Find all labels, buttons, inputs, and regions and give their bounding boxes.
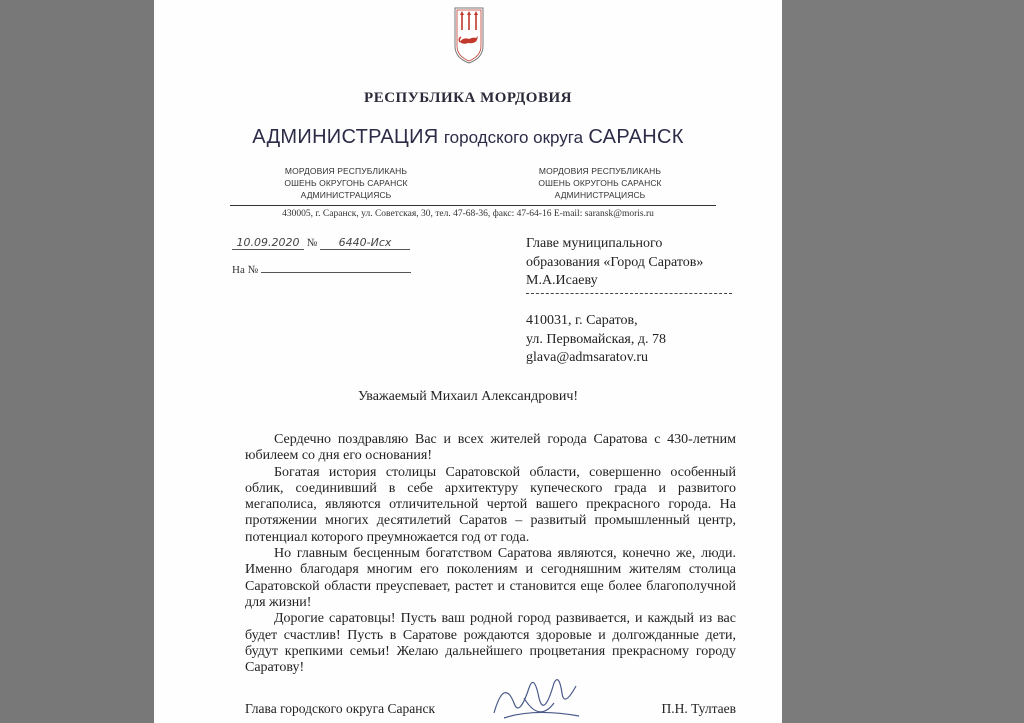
document-page	[154, 0, 782, 723]
administration-title	[154, 126, 782, 149]
reply-blank	[261, 262, 411, 273]
paragraph: Но главным бесценным богатством Саратова являются, конечно же, люди. Именно благодаря многим его поколениям и сегодняшним жителям столица Саратовской области преуспевает, растет и становится еще более благополучной для жизни!	[245, 546, 736, 610]
recipient-divider	[526, 293, 732, 294]
republic-heading: РЕСПУБЛИКА МОРДОВИЯ	[364, 90, 572, 106]
recipient-address	[526, 312, 666, 368]
viewer-background-right	[782, 0, 1024, 723]
moksha-line: ОШЕНЬ ОКРУГОНЬ САРАНСК	[538, 178, 662, 188]
moksha-title-left	[256, 165, 436, 201]
salutation: Уважаемый Михаил Александрович!	[357, 389, 579, 404]
address-line: 410031, г. Саратов,	[526, 313, 638, 328]
contact-line: 430005, г. Саранск, ул. Советская, 30, тел. 47-68-36, факс: 47-64-16 E-mail: saransk@moris.ru	[282, 209, 654, 219]
paragraph: Дорогие саратовцы! Пусть ваш родной город развивается, и каждый из вас будет счастлив! Пусть в Саратове рождаются здоровые и долгожданные дети, будут крепкими семьи! Желаю дальнейшего процветания прекрасному городу Саратову!	[245, 611, 736, 676]
recipient-line: образования «Город Саратов»	[526, 254, 704, 270]
recipient-block	[526, 235, 703, 291]
registration-number: 6440-Исх	[320, 236, 410, 250]
signatory-position: Глава городского округа Саранск	[245, 701, 436, 716]
moksha-line: МОРДОВИЯ РЕСПУБЛИКАНЬ	[284, 166, 408, 176]
registration-line	[232, 236, 410, 250]
address-email: glava@admsaratov.ru	[526, 350, 648, 365]
admin-city: САРАНСК	[588, 126, 684, 148]
moksha-line: ОШЕНЬ ОКРУГОНЬ САРАНСК	[284, 178, 408, 188]
paragraph: Богатая история столицы Саратовской области, совершенно особенный облик, соединивший в себе архитектуру купеческого града и развитого мегаполиса, являются отличительной чертой вашего прекрасного города. На протяжении многих десятилетий Саратов – развитый промышленный центр, потенциал которого преумножается год от года.	[245, 464, 736, 545]
signature-line	[245, 701, 736, 717]
coat-of-arms-icon	[453, 6, 485, 64]
reply-label: На №	[232, 264, 259, 276]
moksha-line: МОРДОВИЯ РЕСПУБЛИКАНЬ	[538, 166, 662, 176]
registration-date: 10.09.2020	[232, 236, 304, 250]
admin-district: городского округа	[443, 128, 584, 147]
address-line: ул. Первомайская, д. 78	[526, 331, 666, 347]
admin-word: АДМИНИСТРАЦИЯ	[252, 126, 439, 148]
reply-to-line	[232, 262, 411, 276]
moksha-title-right	[510, 165, 690, 201]
letter-body	[245, 432, 736, 676]
paragraph: Сердечно поздравляю Вас и всех жителей города Саратова с 430-летним юбилеем со дня его основания!	[245, 432, 736, 464]
signatory-name: П.Н. Тултаев	[661, 701, 736, 716]
recipient-line: М.А.Исаеву	[526, 273, 598, 288]
moksha-line: АДМИНИСТРАЦИЯСЬ	[300, 190, 392, 200]
moksha-line: АДМИНИСТРАЦИЯСЬ	[554, 190, 646, 200]
header-divider	[230, 205, 716, 206]
number-sign: №	[306, 237, 318, 249]
recipient-line: Главе муниципального	[526, 236, 663, 251]
viewer-background-left	[0, 0, 154, 723]
